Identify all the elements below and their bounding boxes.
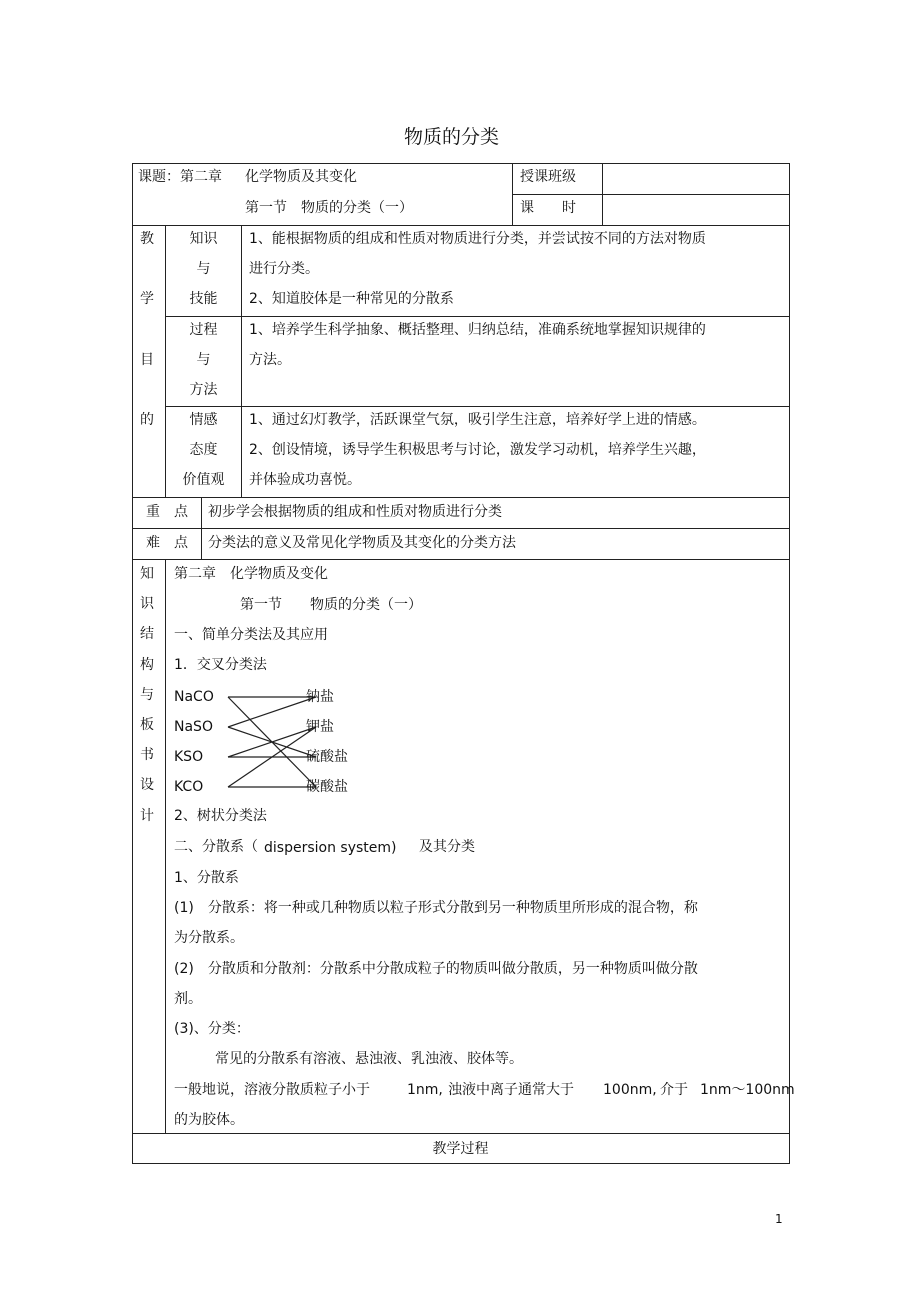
page-title: 物质的分类 <box>404 126 500 148</box>
objectives-label-char: 的 <box>140 412 154 428</box>
process-label: 过程 <box>189 322 218 338</box>
objectives-label-char: 目 <box>140 352 154 368</box>
compound-label: NaSO <box>174 719 213 735</box>
objective-line: 并体验成功喜悦。 <box>249 472 361 488</box>
attitude-label: 态度 <box>189 442 218 458</box>
process-label: 与 <box>196 352 211 368</box>
key-point-label: 重 点 <box>146 504 188 520</box>
board-value: 1nm, <box>407 1082 443 1098</box>
compound-label: NaCO <box>174 689 214 705</box>
category-label: 钠盐 <box>306 689 334 705</box>
board-heading: 及其分类 <box>419 839 475 855</box>
board-paragraph: 浊液中离子通常大于 <box>448 1082 574 1098</box>
board-label-char: 板 <box>140 717 154 733</box>
board-paragraph: 为分散系。 <box>174 930 244 946</box>
board-paragraph: 的为胶体。 <box>174 1112 244 1128</box>
board-subheading: 2、树状分类法 <box>174 808 267 824</box>
objective-line: 方法。 <box>249 352 291 368</box>
board-label-char: 书 <box>140 747 154 763</box>
board-label-char: 结 <box>140 626 154 642</box>
page-number: 1 <box>775 1212 783 1226</box>
subject-label: 课题：第二章 <box>138 169 222 185</box>
link-line <box>228 697 316 727</box>
board-heading: 一、简单分类法及其应用 <box>174 627 328 643</box>
board-paragraph: (2) 分散质和分散剂：分散系中分散成粒子的物质叫做分散质，另一种物质叫做分散 <box>174 961 698 977</box>
board-value: 100nm, <box>603 1082 657 1098</box>
knowledge-label: 知识 <box>189 231 218 247</box>
board-section: 第一节 物质的分类（一） <box>240 597 422 613</box>
objective-line: 2、创设情境，诱导学生积极思考与讨论，激发学习动机，培养学生兴趣， <box>249 442 706 458</box>
board-label-char: 构 <box>140 657 154 673</box>
section-title: 第一节 物质的分类（一） <box>245 200 413 216</box>
difficulty-label: 难 点 <box>146 535 188 551</box>
board-subheading: 1．交叉分类法 <box>174 657 267 673</box>
knowledge-label: 与 <box>196 261 211 277</box>
board-label-char: 识 <box>140 596 154 612</box>
knowledge-label: 技能 <box>189 291 218 307</box>
board-paragraph: 剂。 <box>174 991 202 1007</box>
board-paragraph: 一般地说，溶液分散质粒子小于 <box>174 1082 370 1098</box>
class-label: 授课班级 <box>520 169 576 185</box>
board-value: 1nm～100nm <box>700 1082 795 1098</box>
board-heading-en: dispersion system) <box>264 840 397 856</box>
board-label-char: 计 <box>140 808 154 824</box>
board-paragraph: 常见的分散系有溶液、悬浊液、乳浊液、胶体等。 <box>215 1051 523 1067</box>
category-label: 钾盐 <box>306 719 334 735</box>
attitude-label: 情感 <box>189 412 218 428</box>
board-chapter: 第二章 化学物质及变化 <box>174 566 328 582</box>
objective-line: 2、知道胶体是一种常见的分散系 <box>249 291 454 307</box>
period-label: 课 时 <box>520 200 576 216</box>
objectives-label-char: 教 <box>140 231 154 247</box>
process-label: 方法 <box>189 382 218 398</box>
compound-label: KCO <box>174 779 204 795</box>
board-label-char: 知 <box>140 566 154 582</box>
objectives-label-char: 学 <box>140 291 154 307</box>
key-point-text: 初步学会根据物质的组成和性质对物质进行分类 <box>208 504 502 520</box>
attitude-label: 价值观 <box>182 472 225 488</box>
board-paragraph: (1) 分散系：将一种或几种物质以粒子形式分散到另一种物质里所形成的混合物，称 <box>174 900 698 916</box>
category-label: 硫酸盐 <box>306 749 348 765</box>
board-label-char: 与 <box>140 687 154 703</box>
objective-line: 1、通过幻灯教学，活跃课堂气氛，吸引学生注意，培养好学上进的情感。 <box>249 412 706 428</box>
objective-line: 进行分类。 <box>249 261 319 277</box>
objective-line: 1、能根据物质的组成和性质对物质进行分类，并尝试按不同的方法对物质 <box>249 231 706 247</box>
compound-label: KSO <box>174 749 204 765</box>
objective-line: 1、培养学生科学抽象、概括整理、归纳总结，准确系统地掌握知识规律的 <box>249 322 706 338</box>
board-subheading: 1、分散系 <box>174 870 239 886</box>
board-heading: 二、分散系（ <box>174 839 258 855</box>
board-label-char: 设 <box>140 777 154 793</box>
chapter-title: 化学物质及其变化 <box>245 169 357 185</box>
teaching-process-header: 教学过程 <box>432 1141 489 1157</box>
board-paragraph: (3)、分类： <box>174 1021 250 1037</box>
board-paragraph: 介于 <box>660 1082 688 1098</box>
category-label: 碳酸盐 <box>306 779 348 795</box>
difficulty-text: 分类法的意义及常见化学物质及其变化的分类方法 <box>208 535 516 551</box>
